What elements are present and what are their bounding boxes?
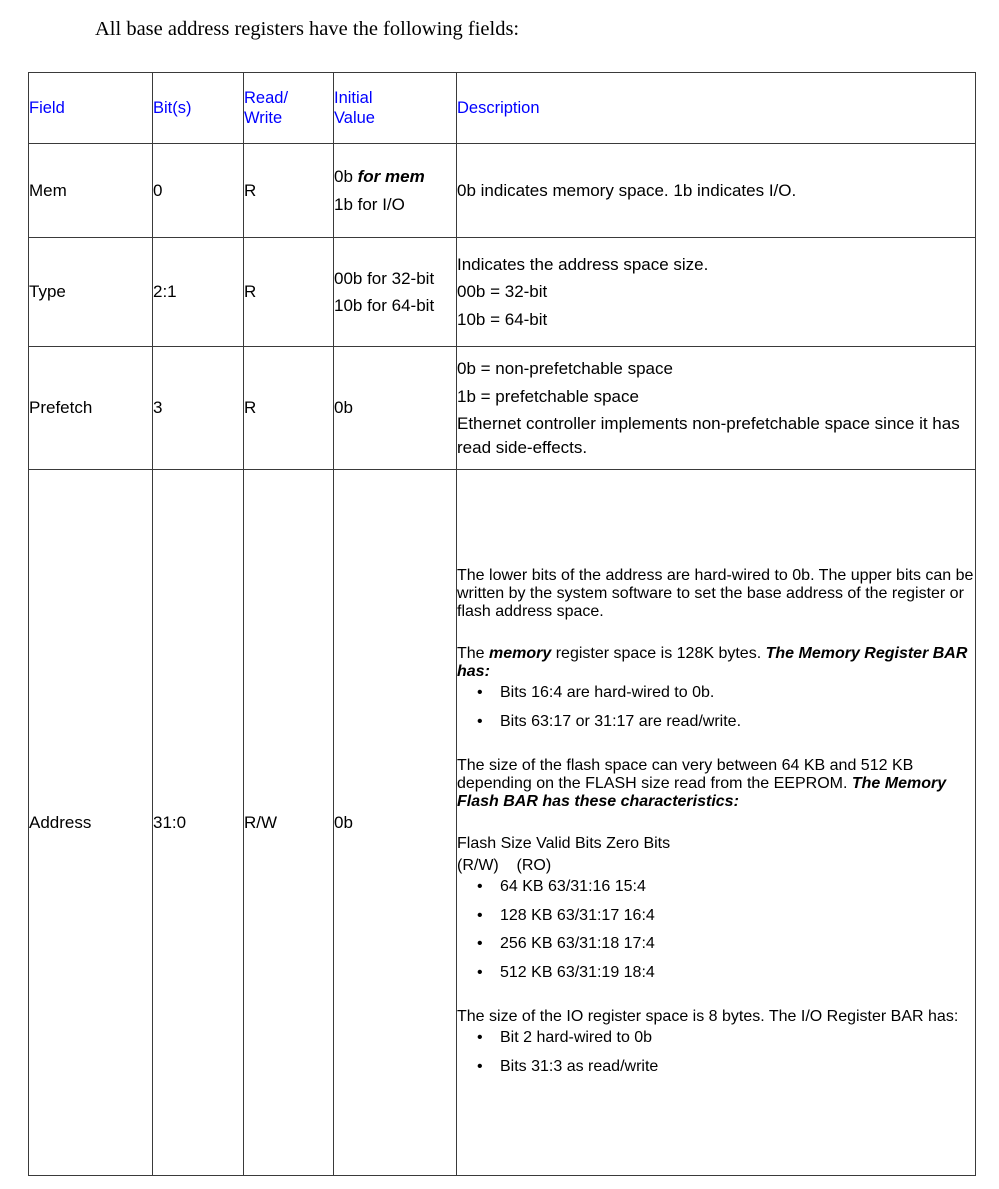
bullet-icon: • bbox=[477, 1029, 483, 1046]
table-body bbox=[29, 144, 976, 1176]
type-description-line-3: 10b = 64-bit bbox=[457, 309, 548, 329]
list-item bbox=[457, 875, 975, 899]
bullet-icon: • bbox=[477, 684, 483, 701]
memory-register-bar-bullet-list bbox=[457, 681, 975, 733]
spacer-1 bbox=[457, 621, 975, 645]
cell-description-type bbox=[457, 238, 976, 347]
list-item-label: 128 KB 63/31:17 16:4 bbox=[500, 906, 655, 924]
list-item bbox=[457, 681, 975, 705]
list-item bbox=[457, 1055, 975, 1079]
bullet-icon: • bbox=[477, 935, 483, 952]
address-flash-paragraph bbox=[457, 757, 975, 811]
cell-field-prefetch: Prefetch bbox=[29, 347, 153, 470]
cell-bits-prefetch: 3 bbox=[153, 347, 244, 470]
cell-field-address: Address bbox=[29, 470, 153, 1176]
address-memory-register-paragraph bbox=[457, 645, 975, 681]
bullet-icon: • bbox=[477, 1057, 483, 1075]
bullet-icon: • bbox=[477, 712, 483, 730]
cell-field-type: Type bbox=[29, 238, 153, 347]
list-item bbox=[457, 710, 975, 734]
list-item-label: 64 KB 63/31:16 15:4 bbox=[500, 878, 646, 895]
cell-bits-address: 31:0 bbox=[153, 470, 244, 1176]
mem-init-bold: for mem bbox=[357, 167, 425, 186]
column-header-description: Description bbox=[457, 73, 976, 144]
table-row-prefetch bbox=[29, 347, 976, 470]
initial-value-line-2: Value bbox=[334, 109, 375, 127]
cell-read-write-type: R bbox=[244, 238, 334, 347]
base-address-register-fields-table bbox=[28, 72, 976, 1176]
memory-register-bar-heading: The Memory Register BAR has: bbox=[457, 645, 968, 680]
bullet-icon: • bbox=[477, 963, 483, 981]
column-header-bits: Bit(s) bbox=[153, 73, 244, 144]
cell-description-prefetch bbox=[457, 347, 976, 470]
list-item bbox=[457, 1026, 975, 1050]
cell-field-mem: Mem bbox=[29, 144, 153, 238]
io-register-bar-bullet-list bbox=[457, 1026, 975, 1078]
prefetch-description-line-2: 1b = prefetchable space bbox=[457, 386, 639, 406]
list-item-label: Bits 63:17 or 31:17 are read/write. bbox=[500, 712, 742, 730]
type-description-line-1: Indicates the address space size. bbox=[457, 254, 709, 274]
prefetch-description-line-1: 0b = non-prefetchable space bbox=[457, 359, 673, 378]
read-write-line-2: Write bbox=[244, 109, 283, 127]
list-item-label: Bits 16:4 are hard-wired to 0b. bbox=[500, 684, 715, 701]
cell-read-write-prefetch: R bbox=[244, 347, 334, 470]
prefetch-description-line-3: Ethernet controller implements non-prefetchable space since it has read side-effects. bbox=[457, 414, 960, 457]
address-io-paragraph: The size of the IO register space is 8 bytes. The I/O Register BAR has: bbox=[457, 1008, 959, 1025]
cell-initial-value-mem bbox=[334, 144, 457, 238]
bullet-icon: • bbox=[477, 878, 483, 895]
flash-size-table-header: Flash Size Valid Bits Zero Bits bbox=[457, 835, 671, 852]
flash-plain-prefix: The size of the flash space can very between 64 KB and 512 KB depending on the FLASH size read from the EEPROM. bbox=[457, 757, 914, 792]
table-row-type bbox=[29, 238, 976, 347]
address-lower-bits-paragraph: The lower bits of the address are hard-wired to 0b. The upper bits can be written by the system software to set the base address of the register or flash address space. bbox=[457, 567, 974, 620]
cell-initial-value-prefetch: 0b bbox=[334, 347, 457, 470]
initial-value-mem-line-2: 1b for I/O bbox=[334, 194, 405, 214]
list-item bbox=[457, 961, 975, 985]
mem-init-plain: 0b bbox=[334, 167, 358, 186]
memory-emphasis: memory bbox=[489, 645, 552, 662]
list-item bbox=[457, 932, 975, 956]
cell-initial-value-address: 0b bbox=[334, 470, 457, 1176]
column-header-field: Field bbox=[29, 73, 153, 144]
read-write-line-1: Read/ bbox=[244, 89, 289, 107]
column-header-read-write bbox=[244, 73, 334, 144]
cell-bits-mem: 0 bbox=[153, 144, 244, 238]
column-header-initial-value bbox=[334, 73, 457, 144]
table-row-mem bbox=[29, 144, 976, 238]
memory-plain-middle: register space is 128K bytes. bbox=[551, 645, 766, 662]
bullet-icon: • bbox=[477, 906, 483, 924]
cell-description-mem bbox=[457, 144, 976, 238]
spacer-2 bbox=[457, 733, 975, 757]
initial-value-type-line-1: 00b for 32-bit bbox=[334, 268, 435, 288]
list-item-label: Bits 31:3 as read/write bbox=[500, 1057, 659, 1075]
initial-value-type-line-2: 10b for 64-bit bbox=[334, 296, 435, 315]
mem-description-text: 0b indicates memory space. 1b indicates I/O. bbox=[457, 180, 797, 200]
spacer-3 bbox=[457, 811, 975, 835]
memory-flash-bar-heading: The Memory Flash BAR has these characteristics: bbox=[457, 775, 947, 810]
type-description-line-2: 00b = 32-bit bbox=[457, 282, 548, 302]
cell-bits-type: 2:1 bbox=[153, 238, 244, 347]
initial-value-mem-line-1 bbox=[334, 165, 456, 189]
intro-paragraph: All base address registers have the following fields: bbox=[95, 18, 520, 40]
cell-description-address bbox=[457, 470, 976, 1176]
header-row bbox=[29, 73, 976, 144]
cell-read-write-address: R/W bbox=[244, 470, 334, 1176]
flash-size-table-subheader: (R/W) (RO) bbox=[457, 857, 552, 874]
list-item bbox=[457, 904, 975, 928]
table-header bbox=[29, 73, 976, 144]
table-row-address bbox=[29, 470, 976, 1176]
initial-value-line-1: Initial bbox=[334, 89, 373, 107]
cell-initial-value-type bbox=[334, 238, 457, 347]
spacer-4 bbox=[457, 984, 975, 1008]
cell-read-write-mem: R bbox=[244, 144, 334, 238]
list-item-label: Bit 2 hard-wired to 0b bbox=[500, 1029, 653, 1046]
flash-size-bullet-list bbox=[457, 875, 975, 984]
list-item-label: 256 KB 63/31:18 17:4 bbox=[500, 935, 655, 952]
memory-plain-prefix: The bbox=[457, 645, 490, 662]
list-item-label: 512 KB 63/31:19 18:4 bbox=[500, 963, 655, 981]
